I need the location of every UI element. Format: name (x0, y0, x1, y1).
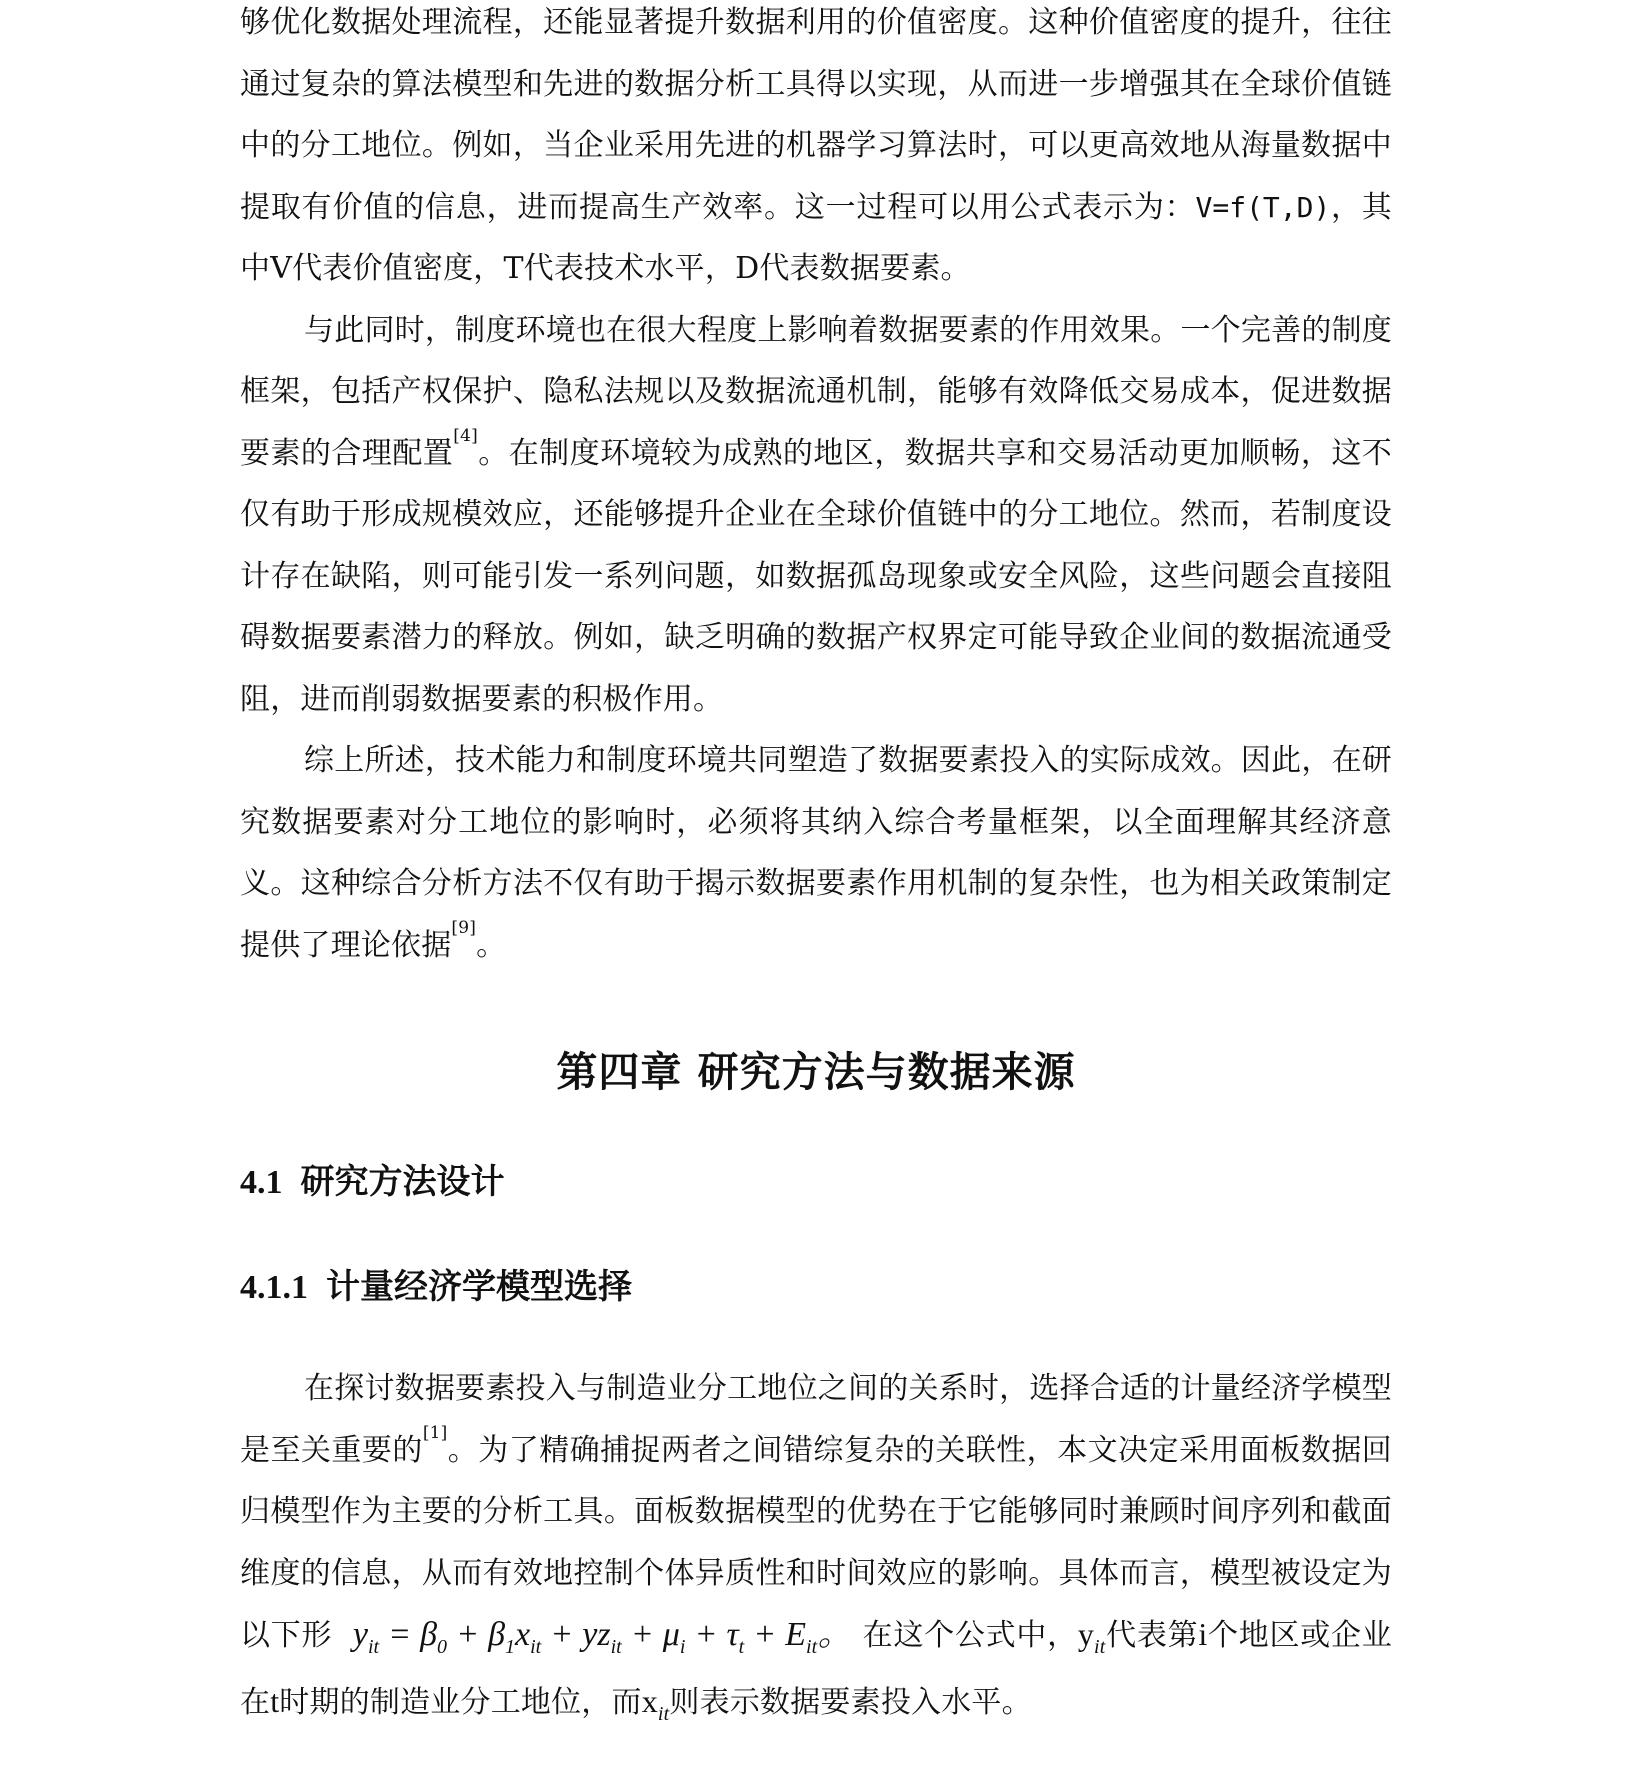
subsection-number: 4.1.1 (240, 1269, 308, 1306)
section-title: 研究方法设计 (300, 1162, 505, 1202)
paragraph-text: 个地区或企业在 (240, 1618, 1392, 1720)
paragraph-text: 则表示数据要素投入水平。 (669, 1684, 1032, 1720)
citation-ref[interactable]: [4] (453, 425, 478, 446)
paragraph-text: 综上所述，技术能力和制度环境共同塑造了数据要素投入的实际成效。因此，在研究数据要素对分工地位的影响时，必须将其纳入综合考量框架，以全面理解其经济意义。这种综合分析方法不仅有助于揭示数据要素作用机制的复杂性，也为相关政策制定提供了理论依据 (240, 743, 1392, 963)
citation-ref[interactable]: [1] (422, 1422, 448, 1443)
paragraph-text: 。 (476, 927, 507, 963)
paragraph-text: 。在制度环境较为成熟的地区，数据共享和交易活动更加顺畅，这不仅有助于形成规模效应，还能够提升企业在全球价值链中的分工地位。然而，若制度设计存在缺陷，则可能引发一系列问题，如数据孤岛现象或安全风险，这些问题会直接阻碍数据要素潜力的释放。例如，缺乏明确的数据产权界定可能导致企业间的数据流通受阻，进而削弱数据要素的积极作用。 (240, 435, 1392, 717)
paragraph-summary (240, 730, 1392, 976)
paragraph-text: 在这个公式中， (852, 1618, 1078, 1653)
variable-y: $y_{it}$ (1077, 1616, 1106, 1658)
subsection-title: 计量经济学模型选择 (326, 1267, 632, 1307)
paragraph-continuation (240, 0, 1392, 300)
section-heading (240, 1154, 1392, 1211)
paragraph-text: 在探讨数据要素投入与制造业分工地位之间的关系时，选择合适的计量经济学模型是至关重要的 (240, 1371, 1392, 1468)
paragraph-text: 时期的制造业分工地位，而 (279, 1684, 642, 1720)
paragraph-text: 代表第 (1105, 1618, 1199, 1653)
regression-formula: $y_{it} = \beta_0 + \beta_1x_{it} + yz_{it} + \mu_i + \tau_t + E_{it}$。 (352, 1616, 853, 1658)
subsection-heading (240, 1259, 1392, 1316)
paragraph-text: 够优化数据处理流程，还能显著提升数据利用的价值密度。这种价值密度的提升，往往通过复杂的算法模型和先进的数据分析工具得以实现，从而进一步增强其在全球价值链中的分工地位。例如，当企业采用先进的机器学习算法时，可以更高效地从海量数据中提取有价值的信息，进而提高生产效率。这一过程可以用公式表示为： (240, 5, 1392, 225)
citation-ref[interactable]: [9] (451, 917, 477, 938)
paragraph-text: 与此同时，制度环境也在很大程度上影响着数据要素的作用效果。一个完善的制度框架，包括产权保护、隐私法规以及数据流通机制，能够有效降低交易成本，促进数据要素的合理配置 (240, 312, 1392, 471)
chapter-title: 第四章 研究方法与数据来源 (556, 1048, 1076, 1096)
document-page (240, 0, 1392, 1737)
paragraph-text: 。为了精确捕捉两者之间错综复杂的关联性，本文决定采用面板数据回归模型作为主要的分析工具。面板数据模型的优势在于它能够同时兼顾时间序列和截面维度的信息，从而有效地控制个体异质性和时间效应的影响。具体而言，模型被设定为以下形 (240, 1432, 1392, 1653)
variable-x: $x_{it}$ (641, 1682, 670, 1725)
variable-t: t (270, 1682, 280, 1719)
paragraph-institutional-environment (240, 300, 1392, 731)
variable-i: i (1198, 1616, 1208, 1652)
paragraph-model-selection (240, 1358, 1392, 1737)
paragraph-text: ，其中V代表价值密度，T代表技术水平，D代表数据要素。 (240, 189, 1393, 286)
section-number: 4.1 (240, 1164, 283, 1201)
inline-formula: V=f(T,D) (1195, 190, 1331, 224)
